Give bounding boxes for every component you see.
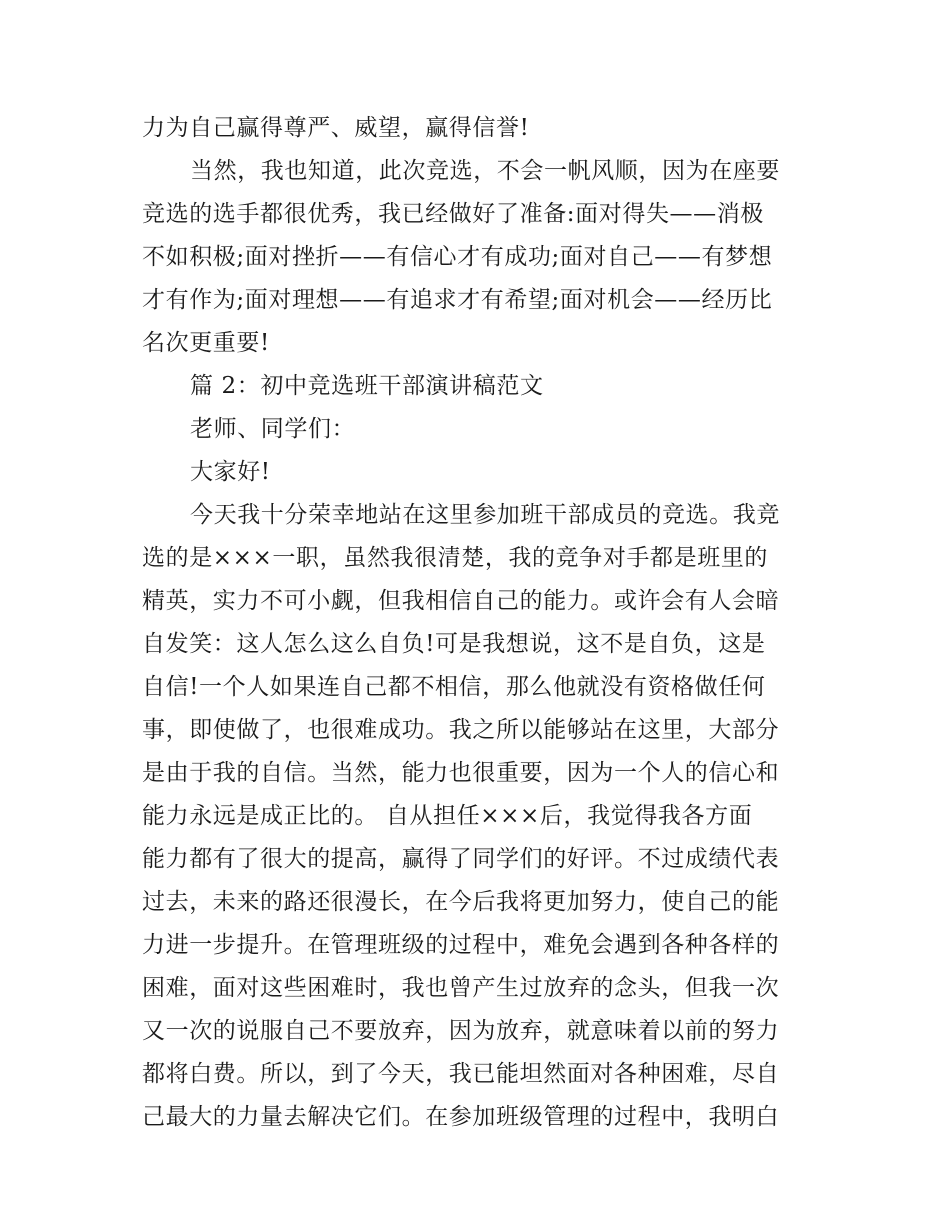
greeting-line: 大家好! [190,459,271,485]
text-line: 能力永远是成正比的。 自从担任×××后，我觉得我各方面 [142,803,753,829]
text-line: 自发笑：这人怎么这么自负!可是我想说，这不是自负，这是 [142,631,766,657]
text-line: 才有作为;面对理想——有追求才有希望;面对机会——经历比 [142,287,773,313]
text-line: 竞选的选手都很优秀，我已经做好了准备:面对得失——消极 [142,201,764,227]
text-line: 名次更重要! [142,330,270,356]
section-heading: 篇 2：初中竞选班干部演讲稿范文 [190,373,544,399]
text-line: 是由于我的自信。当然，能力也很重要，因为一个人的信心和 [142,760,780,786]
text-line: 力进一步提升。在管理班级的过程中，难免会遇到各种各样的 [142,932,780,958]
text-line: 又一次的说服自己不要放弃，因为放弃，就意味着以前的努力 [142,1018,780,1044]
text-line: 困难，面对这些困难时，我也曾产生过放弃的念头，但我一次 [142,975,780,1001]
text-line: 选的是×××一职，虽然我很清楚，我的竞争对手都是班里的 [142,545,769,571]
text-line: 能力都有了很大的提高，赢得了同学们的好评。不过成绩代表 [142,846,780,872]
text-line: 精英，实力不可小觑，但我相信自己的能力。或许会有人会暗 [142,588,780,614]
text-line: 己最大的力量去解决它们。在参加班级管理的过程中，我明白 [142,1104,780,1130]
text-line: 事，即使做了，也很难成功。我之所以能够站在这里，大部分 [142,717,780,743]
text-line: 力为自己赢得尊严、威望，赢得信誉! [142,115,530,141]
text-line: 自信!一个人如果连自己都不相信，那么他就没有资格做任何 [142,674,766,700]
salutation-line: 老师、同学们： [190,416,356,442]
text-line: 不如积极;面对挫折——有信心才有成功;面对自己——有梦想 [142,244,773,270]
text-line: 都将白费。所以，到了今天，我已能坦然面对各种困难，尽自 [142,1061,780,1087]
paragraph-start-line: 今天我十分荣幸地站在这里参加班干部成员的竞选。我竞 [190,502,780,528]
text-line: 过去，未来的路还很漫长，在今后我将更加努力，使自己的能 [142,889,780,915]
paragraph-start-line: 当然，我也知道，此次竞选，不会一帆风顺，因为在座要 [190,158,780,184]
